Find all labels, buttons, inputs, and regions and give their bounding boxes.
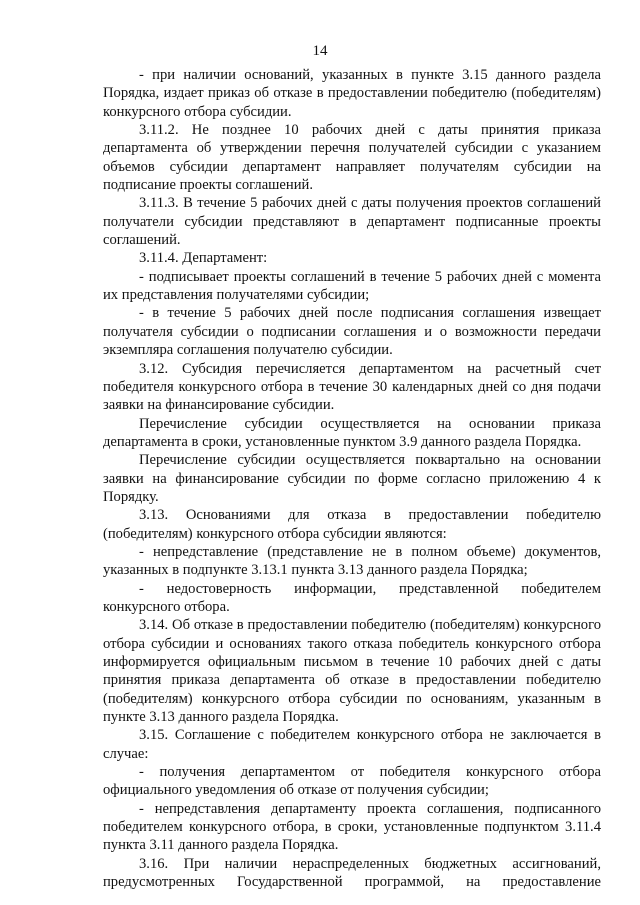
paragraph: 3.16. При наличии нераспределенных бюджетных ассигнований, предусмотренных Государственной программой, на предоставление — [103, 855, 601, 891]
paragraph: - в течение 5 рабочих дней после подписания соглашения извещает получателя субсидии о подписании соглашения и о возможности передачи экземпляра соглашения получателю субсидии. — [103, 305, 601, 359]
paragraph: 3.12. Субсидия перечисляется департаментом на расчетный счет победителя конкурсного отбора в течение 30 календарных дней со дня подачи заявки на финансирование субсидии. — [103, 360, 601, 414]
paragraph: - непредставления департаменту проекта соглашения, подписанного победителем конкурсного отбора, в сроки, установленные подпунктом 3.11.4 пункта 3.11 данного раздела Порядка. — [103, 800, 601, 854]
document-body — [103, 66, 601, 891]
paragraph: Перечисление субсидии осуществляется на основании приказа департамента в сроки, установленные пунктом 3.9 данного раздела Порядка. — [103, 415, 601, 450]
paragraph: - при наличии оснований, указанных в пункте 3.15 данного раздела Порядка, издает приказ об отказе в предоставлении победителю (победителям) конкурсного отбора субсидии. — [103, 67, 601, 120]
paragraph: Перечисление субсидии осуществляется поквартально на основании заявки на финансирование субсидии по форме согласно приложению 4 к Порядку. — [103, 452, 601, 505]
paragraph: 3.11.2. Не позднее 10 рабочих дней с даты принятия приказа департамента об утверждении перечня получателей субсидии с указанием объемов субсидии департамент направляет получателям субсидии на подписание проекты соглашений. — [103, 122, 601, 194]
paragraph: 3.11.3. В течение 5 рабочих дней с даты получения проектов соглашений получатели субсидии представляют в департамент подписанные проекты соглашений. — [103, 195, 601, 249]
paragraph: 3.13. Основаниями для отказа в предоставлении победителю (победителям) конкурсного отбора субсидии являются: — [103, 507, 601, 542]
paragraph: - получения департаментом от победителя конкурсного отбора официального уведомления об отказе от получения субсидии; — [103, 764, 601, 799]
paragraph: - непредставление (представление не в полном объеме) документов, указанных в подпункте 3.13.1 пункта 3.13 данного раздела Порядка; — [103, 543, 601, 579]
paragraph: 3.14. Об отказе в предоставлении победителю (победителям) конкурсного отбора субсидии и основаниях такого отказа победитель конкурсного отбора информируется официальным письмом в течение 10 рабочих дней с даты принятия приказа департамента об отказе в предоставлении победителю (победителям) конкурсного отбора субсидии по основаниям, указанным в пункте 3.13 данного раздела Порядка. — [103, 617, 601, 726]
paragraph: - подписывает проекты соглашений в течение 5 рабочих дней с момента их представления получателями субсидии; — [103, 268, 601, 304]
paragraph: 3.15. Соглашение с победителем конкурсного отбора не заключается в случае: — [103, 727, 601, 762]
paragraph: - недостоверность информации, представленной победителем конкурсного отбора. — [103, 580, 601, 615]
page-number: 14 — [312, 43, 328, 59]
paragraph: 3.11.4. Департамент: — [139, 250, 268, 267]
